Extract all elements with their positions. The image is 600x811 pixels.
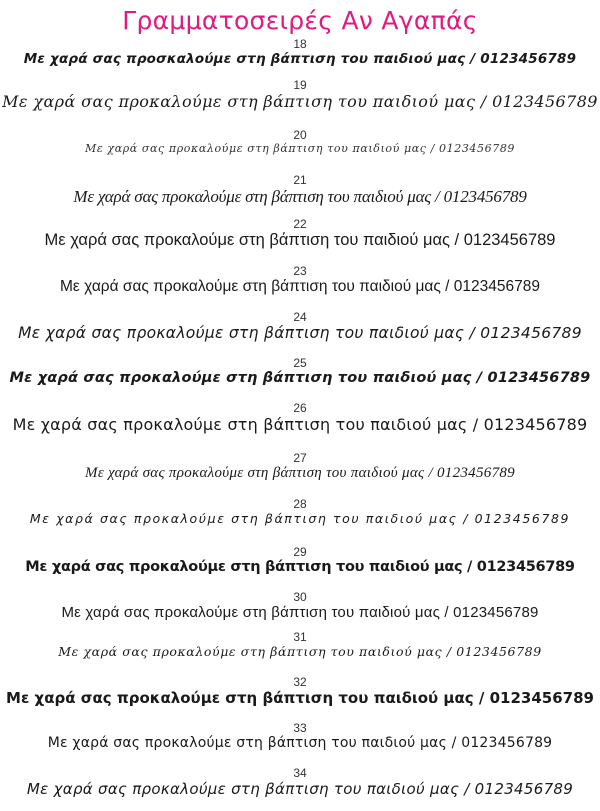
sample-text: Με χαρά σας προκαλούμε στη βάπτιση του παιδιού μας / 0123456789 xyxy=(44,231,556,249)
font-sample-23 xyxy=(0,264,600,296)
font-number: 20 xyxy=(293,128,307,142)
font-sample-26 xyxy=(0,401,600,434)
font-sample-29 xyxy=(0,545,600,575)
font-number: 31 xyxy=(293,630,307,644)
font-sample-25 xyxy=(0,356,600,386)
sample-text: Με χαρά σας προκαλούμε στη βάπτιση του παιδιού μας / 0123456789 xyxy=(61,604,539,621)
font-sample-18 xyxy=(0,37,600,67)
font-sample-32 xyxy=(0,675,600,707)
font-number: 29 xyxy=(293,545,307,559)
font-sample-21 xyxy=(0,173,600,207)
sample-text: Με χαρά σας προκαλούμε στη βάπτιση του παιδιού μας / 0123456789 xyxy=(73,187,527,206)
font-sample-27 xyxy=(0,451,600,482)
font-sample-34 xyxy=(0,766,600,798)
font-sample-22 xyxy=(0,217,600,250)
sample-text: Με χαρά σας προκαλούμε στη βάπτιση του παιδιού μας / 0123456789 xyxy=(29,511,571,526)
sample-text: Με χαρά σας προκαλούμε στη βάπτιση του παιδιού μας / 0123456789 xyxy=(59,278,540,295)
font-number: 22 xyxy=(293,217,307,231)
font-number: 30 xyxy=(293,590,307,604)
font-number: 32 xyxy=(293,675,307,689)
sample-text: Με χαρά σας προκαλούμε στη βάπτιση του παιδιού μας / 0123456789 xyxy=(47,735,553,751)
font-number: 19 xyxy=(293,78,307,92)
sample-text: Με χαρά σας προκαλούμε στη βάπτιση του παιδιού μας / 0123456789 xyxy=(26,780,574,798)
font-sample-28 xyxy=(0,497,600,526)
font-sample-19 xyxy=(0,78,600,111)
font-sample-24 xyxy=(0,310,600,342)
font-sample-20 xyxy=(0,128,600,155)
font-number: 23 xyxy=(293,264,307,278)
page-title: Γραμματοσειρές Αν Αγαπάς xyxy=(122,6,478,35)
sample-text: Με χαρά σας προκαλούμε στη βάπτιση του παιδιού μας / 0123456789 xyxy=(6,689,594,707)
sample-text: Με χαρά σας προκαλούμε στη βάπτιση του παιδιού μας / 0123456789 xyxy=(9,370,591,386)
font-number: 34 xyxy=(293,766,307,780)
sample-text: Με χαρά σας προκαλούμε στη βάπτιση του παιδιού μας / 0123456789 xyxy=(18,324,582,342)
font-number: 27 xyxy=(293,451,307,465)
font-number: 33 xyxy=(293,721,307,735)
font-sample-33 xyxy=(0,721,600,751)
font-number: 21 xyxy=(293,173,307,187)
font-number: 28 xyxy=(293,497,307,511)
font-number: 25 xyxy=(293,356,307,370)
font-sample-30 xyxy=(0,590,600,621)
font-number: 24 xyxy=(293,310,307,324)
sample-text: Με χαρά σας προσκαλούμε στη βάπτιση του παιδιού μας / 0123456789 xyxy=(23,51,577,67)
sample-text: Με χαρά σας προκαλούμε στη βάπτιση του παιδιού μας / 0123456789 xyxy=(58,644,542,659)
font-number: 26 xyxy=(293,401,307,415)
font-number: 18 xyxy=(293,37,307,51)
sample-text: Με χαρά σας προκαλούμε στη βάπτιση του παιδιού μας / 0123456789 xyxy=(25,559,575,575)
sample-text: Με χαρά σας προκαλούμε στη βάπτιση του παιδιού μας / 0123456789 xyxy=(85,465,515,481)
sample-text: Με χαρά σας προκαλούμε στη βάπτιση του παιδιού μας / 0123456789 xyxy=(12,415,588,434)
sample-text: Με χαρά σας προκαλούμε στη βάπτιση του παιδιού μας / 0123456789 xyxy=(2,92,598,111)
font-sample-31 xyxy=(0,630,600,659)
sample-text: Με χαρά σας προκαλούμε στη βάπτιση του παιδιού μας / 0123456789 xyxy=(84,142,516,155)
